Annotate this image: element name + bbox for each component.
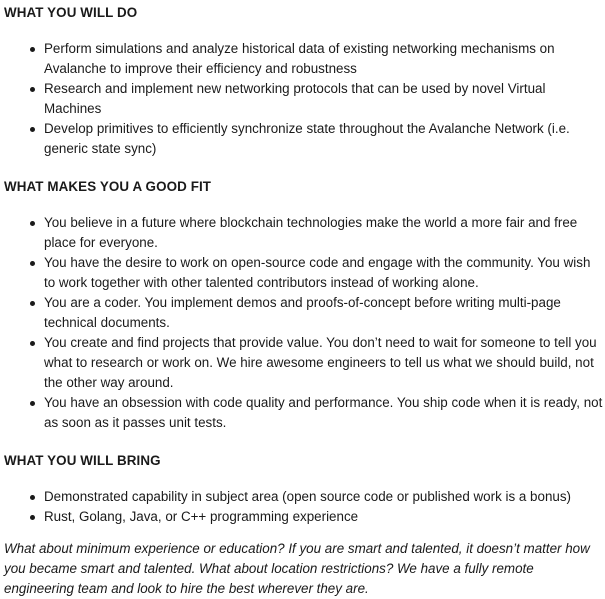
bullet-icon	[30, 301, 35, 306]
bullet-icon	[30, 87, 35, 92]
section-heading-what-you-will-bring: WHAT YOU WILL BRING	[4, 453, 161, 468]
list-item-text: You believe in a future where blockchain technologies make the world a more fair and free place for everyone.	[44, 215, 578, 250]
list-item-text: You have an obsession with code quality and performance. You ship code when it is ready, not as soon as it passes unit tests.	[44, 395, 603, 430]
list-item-text: You have the desire to work on open-source code and engage with the community. You wish to work together with other talented contributors instead of working alone.	[44, 255, 591, 290]
bullet-icon	[30, 261, 35, 266]
closing-paragraph: What about minimum experience or education? If you are smart and talented, it doesn’t matter how you became smart and talented. What about location restrictions? We have a fully remote engineering team and look to hire the best wherever they are.	[4, 541, 590, 596]
list-item	[44, 119, 605, 159]
list-item	[44, 79, 605, 119]
bullet-icon	[30, 495, 35, 500]
list-item-text: Demonstrated capability in subject area (open source code or published work is a bonus)	[44, 489, 571, 504]
bullet-icon	[30, 341, 35, 346]
list-item	[44, 293, 605, 333]
list-item	[44, 507, 605, 527]
what-you-will-do-list	[4, 39, 605, 159]
list-item-text: Perform simulations and analyze historical data of existing networking mechanisms on Avalanche to improve their efficiency and robustness	[44, 41, 555, 76]
list-item-text: Develop primitives to efficiently synchronize state throughout the Avalanche Network (i.e. generic state sync)	[44, 121, 570, 156]
bullet-icon	[30, 47, 35, 52]
list-item-text: You are a coder. You implement demos and proofs-of-concept before writing multi-page technical documents.	[44, 295, 561, 330]
bullet-icon	[30, 515, 35, 520]
list-item	[44, 213, 605, 253]
section-heading-what-you-will-do: WHAT YOU WILL DO	[4, 5, 138, 20]
section-heading-good-fit: WHAT MAKES YOU A GOOD FIT	[4, 179, 212, 194]
list-item	[44, 39, 605, 79]
list-item	[44, 253, 605, 293]
list-item	[44, 333, 605, 393]
list-item-text: Research and implement new networking protocols that can be used by novel Virtual Machines	[44, 81, 546, 116]
list-item-text: You create and find projects that provide value. You don’t need to wait for someone to tell you what to research or work on. We hire awesome engineers to tell us what we should build, not the other way around.	[44, 335, 597, 390]
bullet-icon	[30, 127, 35, 132]
list-item-text: Rust, Golang, Java, or C++ programming experience	[44, 509, 359, 524]
bullet-icon	[30, 401, 35, 406]
list-item	[44, 487, 605, 507]
good-fit-list	[4, 213, 605, 433]
list-item	[44, 393, 605, 433]
bullet-icon	[30, 221, 35, 226]
what-you-will-bring-list	[4, 487, 605, 527]
